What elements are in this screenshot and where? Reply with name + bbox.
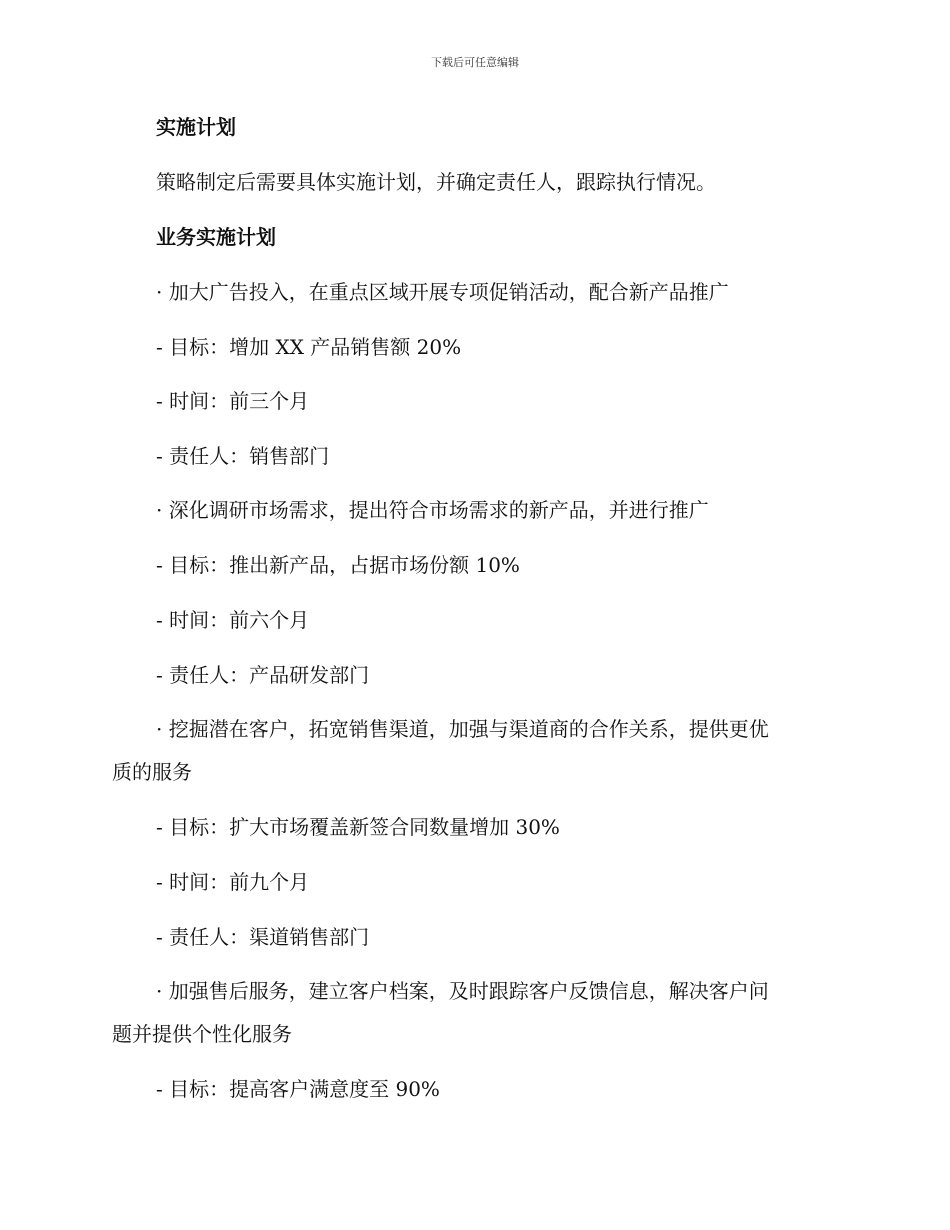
bullet-item-4: · 加强售后服务，建立客户档案，及时跟踪客户反馈信息，解决客户问 [156, 979, 769, 1003]
page-header: 下载后可任意编辑 [431, 56, 519, 69]
item-3-goal: - 目标：扩大市场覆盖新签合同数量增加 30% [156, 815, 560, 839]
item-2-owner: - 责任人：产品研发部门 [156, 663, 370, 687]
bullet-item-1: · 加大广告投入，在重点区域开展专项促销活动，配合新产品推广 [156, 280, 729, 304]
item-3-time: - 时间：前九个月 [156, 870, 310, 894]
bullet-item-4-continuation: 题并提供个性化服务 [112, 1022, 292, 1046]
intro-paragraph: 策略制定后需要具体实施计划，并确定责任人，跟踪执行情况。 [156, 170, 716, 194]
bullet-item-3-continuation: 质的服务 [112, 760, 192, 784]
item-3-owner: - 责任人：渠道销售部门 [156, 925, 370, 949]
item-1-owner: - 责任人：销售部门 [156, 444, 330, 468]
item-2-goal: - 目标：推出新产品，占据市场份额 10% [156, 553, 520, 577]
section-title-business-plan: 业务实施计划 [156, 225, 276, 249]
section-title-implementation-plan: 实施计划 [156, 115, 236, 139]
bullet-item-3: · 挖掘潜在客户，拓宽销售渠道，加强与渠道商的合作关系，提供更优 [156, 717, 769, 741]
item-4-goal: - 目标：提高客户满意度至 90% [156, 1077, 440, 1101]
item-2-time: - 时间：前六个月 [156, 608, 310, 632]
item-1-goal: - 目标：增加 XX 产品销售额 20% [156, 335, 462, 359]
bullet-item-2: · 深化调研市场需求，提出符合市场需求的新产品，并进行推广 [156, 498, 709, 522]
item-1-time: - 时间：前三个月 [156, 389, 310, 413]
